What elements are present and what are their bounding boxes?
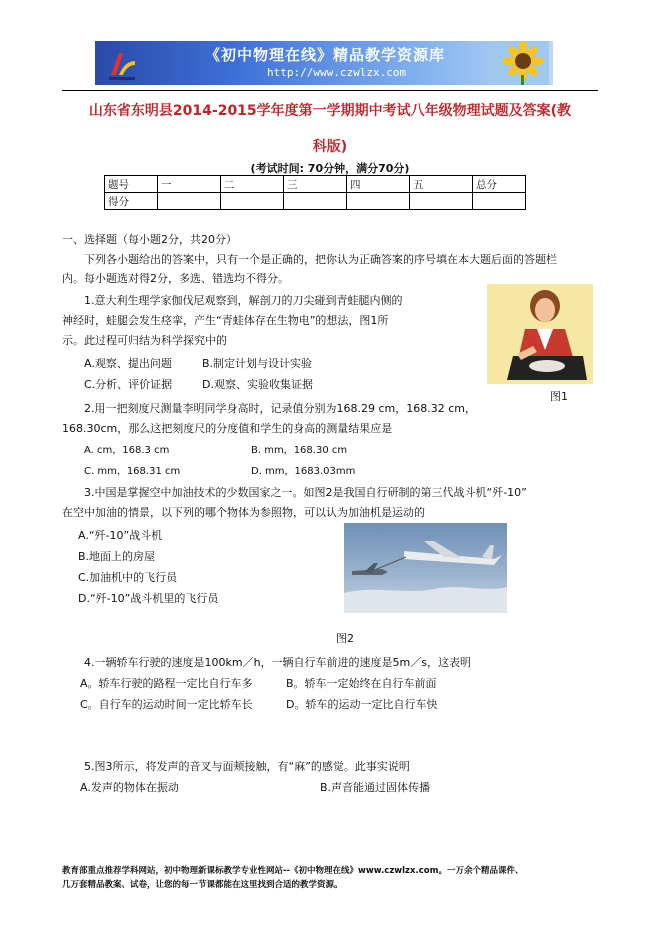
q1-option-b: B.制定计划与设计实验 xyxy=(202,357,313,370)
header-banner xyxy=(95,41,553,85)
question-1-text: 1.意大利生理学家伽伐尼观察到，解剖刀的刀尖碰到青蛙腿内侧的 xyxy=(84,294,403,307)
section-intro: 下列各小题给出的答案中，只有一个是正确的，把你认为正确答案的序号填在本大题后面的答题栏 xyxy=(84,253,557,266)
q2-option-a: A. cm，168.3 cm xyxy=(84,445,170,456)
question-3-text: 在空中加油的情景，以下列的哪个物体为参照物，可以认为加油机是运动的 xyxy=(62,506,425,519)
figure-2-refueling-photo xyxy=(344,523,507,613)
question-1-text: 示。此过程可归结为科学探究中的 xyxy=(62,334,227,347)
exam-info: (考试时间: 70分钟，满分70分) xyxy=(250,162,410,175)
q2-option-d: D. mm，1683.03mm xyxy=(251,466,356,477)
q3-option-d: D.“歼-10”战斗机里的飞行员 xyxy=(78,592,219,605)
table-row: 得分 xyxy=(105,193,526,210)
q3-option-b: B.地面上的房屋 xyxy=(78,550,156,563)
question-5-text: 5.图3所示，将发声的音叉与面颊接触，有“麻”的感觉。此事实说明 xyxy=(84,760,410,773)
footer-line: 教育部重点推荐学科网站，初中物理新课标教学专业性网站--《初中物理在线》www.czwlzx.com。一万余个精品课件、 xyxy=(62,866,524,876)
q5-option-b: B.声音能通过固体传播 xyxy=(320,781,431,794)
q2-option-c: C. mm，168.31 cm xyxy=(84,466,181,477)
banner-url: http://www.czwlzx.com xyxy=(267,66,407,79)
question-2-text: 168.30cm，那么这把刻度尺的分度值和学生的身高的测量结果应是 xyxy=(62,422,393,435)
q3-option-a: A.“歼-10”战斗机 xyxy=(78,529,163,542)
q4-option-d: D。轿车的运动一定比自行车快 xyxy=(286,698,438,711)
q4-option-a: A。轿车行驶的路程一定比自行车多 xyxy=(80,677,253,690)
q1-option-a: A.观察、提出问题 xyxy=(84,357,172,370)
question-2-text: 2.用一把刻度尺测量李明同学身高时，记录值分别为168.29 cm，168.32 cm， xyxy=(84,402,476,415)
q4-option-c: C。自行车的运动时间一定比轿车长 xyxy=(80,698,253,711)
footer-line: 几万套精品教案、试卷，让您的每一节课都能在这里找到合适的教学资源。 xyxy=(62,880,343,890)
document-title: 山东省东明县2014-2015学年度第一学期期中考试八年级物理试题及答案(教 科版) xyxy=(88,103,572,155)
figure-1-scientist-image xyxy=(487,284,593,384)
q4-option-b: B。轿车一定始终在自行车前面 xyxy=(286,677,437,690)
banner-title: 《初中物理在线》精品教学资源库 xyxy=(205,46,446,64)
table-row: 题号 一 二 三 四 五 总分 xyxy=(105,176,526,193)
question-3-text: 3.中国是掌握空中加油技术的少数国家之一。如图2是我国自行研制的第三代战斗机“歼-10” xyxy=(84,486,527,499)
question-1-text: 神经时，蛙腿会发生痉挛，产生“青蛙体存在生物电”的想法，图1所 xyxy=(62,314,389,327)
header-rule xyxy=(62,90,598,91)
q2-option-b: B. mm，168.30 cm xyxy=(251,445,348,456)
score-table xyxy=(104,175,526,210)
figure-1-caption: 图1 xyxy=(550,390,568,403)
site-logo-icon xyxy=(105,47,139,81)
q1-option-d: D.观察、实验收集证据 xyxy=(202,378,313,391)
q1-option-c: C.分析、评价证据 xyxy=(84,378,173,391)
section-heading: 一、选择题（每小题2分，共20分） xyxy=(62,233,237,246)
q5-option-a: A.发声的物体在振动 xyxy=(80,781,179,794)
sunflower-icon xyxy=(493,41,549,85)
figure-2-caption: 图2 xyxy=(336,632,354,645)
section-intro: 内。每小题选对得2分，多选、错选均不得分。 xyxy=(62,272,289,285)
question-4-text: 4.一辆轿车行驶的速度是100km／h，一辆自行车前进的速度是5m／s，这表明 xyxy=(84,656,471,669)
page-footer xyxy=(62,864,523,892)
q3-option-c: C.加油机中的飞行员 xyxy=(78,571,178,584)
